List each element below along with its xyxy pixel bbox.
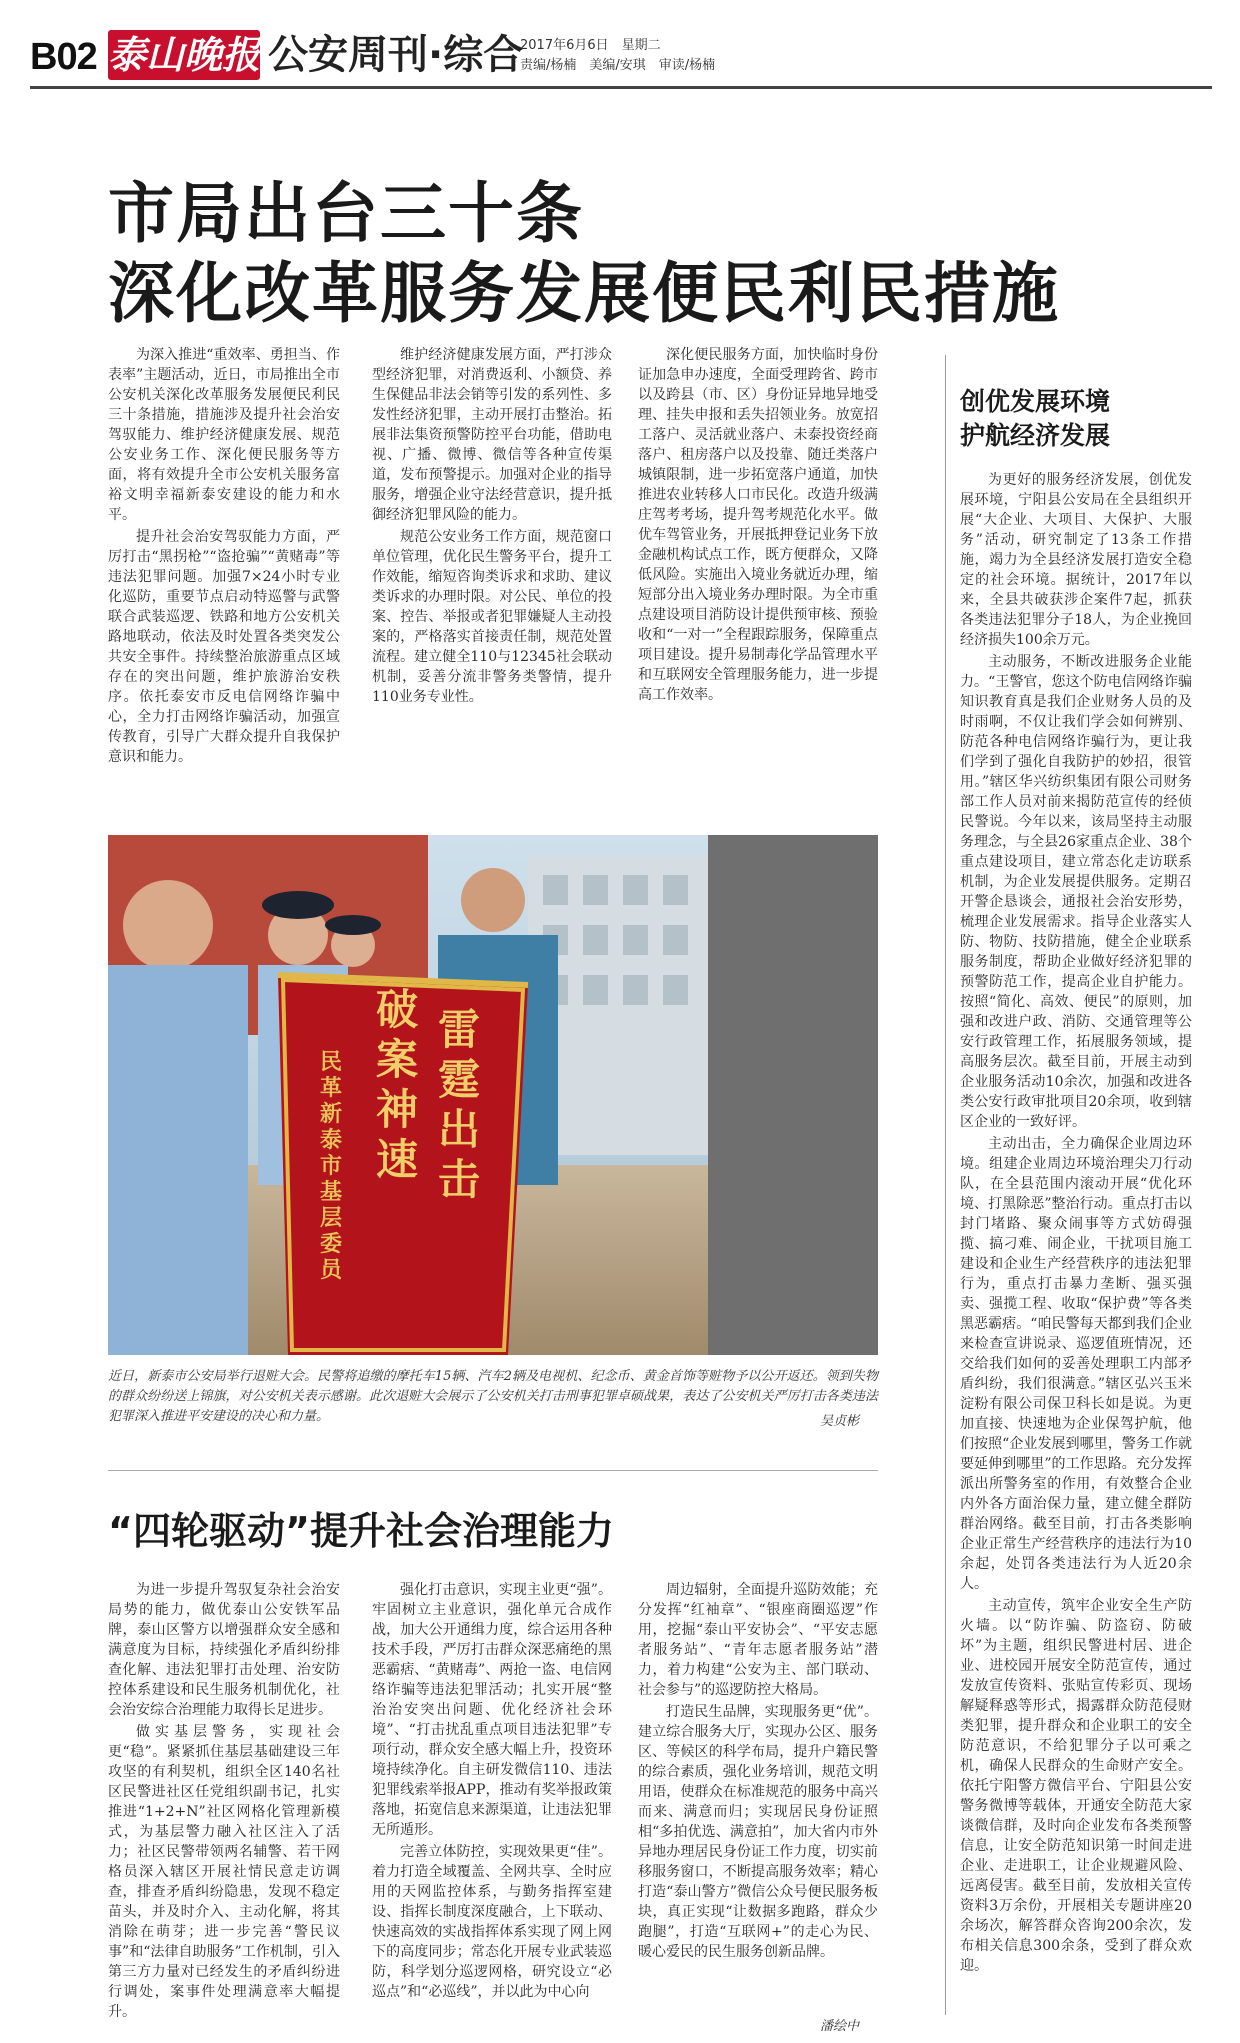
paragraph: 主动出击，全力确保企业周边环境。组建企业周边环境治理尖刀行动队，在全县范围内滚动开展“优化环境、打黑除恶”整治行动。重点打击以封门堵路、聚众闹事等方式妨碍强揽、搞刁难、闹企业，干扰项目施工建设和企业生产经营秩序的违法犯罪行为，重点打击暴力垄断、强买强卖、强揽工程、收取“保护费”等各类黑恶霸痞。“咱民警每天都到我们企业来检查宣讲说录、巡逻值班情况，还交给我们如何的妥善处理职工内部矛盾纠纷，我们很满意。”辖区弘兴玉米淀粉有限公司保卫科长如是说。为更加直接、快速地为企业保驾护航，他们按照“企业发展到哪里，警务工作就要延伸到哪里”的工作思路。充分发挥派出所警务室的作用，有效整合企业内外各方面治保力量，建立健全群防群治网络。截至目前，打击各类影响企业正常生产经营秩序的违法行为10余起，处罚各类违法行为人近20余人。 — [960, 1136, 1192, 1592]
paragraph: 强化打击意识，实现主业更“强”。牢固树立主业意识，强化单元合成作战，加大公开通缉力度，综合运用各种技术手段，严厉打击群众深恶痛绝的黑恶霸痞、“黄赌毒”、两抢一盗、电信网络诈骗等违法犯罪活动；扎实开展“整治治安突出问题、优化经济社会环境”、“打击扰乱重点项目违法犯罪”专项行动，群众安全感大幅上升，投资环境持续净化。自主研发微信110、违法犯罪线索举报APP，推动有奖举报政策落地，拓宽信息来源渠道，让违法犯罪无所遁形。 — [372, 1582, 612, 1838]
header-divider — [30, 86, 1212, 89]
main-article-column-1 — [108, 345, 340, 815]
newspaper-logo: 泰山晚报 — [108, 30, 260, 80]
paragraph: 完善立体防控，实现效果更“佳”。着力打造全域覆盖、全网共享、全时应用的天网监控体系，与勤务指挥室建设、指挥长制度深度融合，上下联动、快速高效的实战指挥体系实现了网上网下的高度同步；常态化开展专业武装巡防，科学划分巡逻网格，研究设立“必巡点”和“必巡线”，并以此为中心向 — [372, 1844, 612, 2000]
sidebar-article-body — [960, 470, 1192, 2025]
banner-slogan-1: 雷霆出击 — [438, 1005, 481, 1204]
section-divider — [108, 1470, 878, 1471]
article-author: 潘绘中 — [820, 2019, 860, 2034]
paragraph: 周边辐射，全面提升巡防效能；充分发挥“红袖章”、“银座商圈巡逻”作用，挖掘“泰山平安协会”、“平安志愿者服务站”、“青年志愿者服务站”潜力，着力构建“公安为主、部门联动、社会参与”的巡逻防控大格局。 — [638, 1582, 878, 1698]
editor-credits: 责编/杨楠 美编/安琪 审读/杨楠 — [520, 58, 716, 73]
main-headline-line2: 深化改革服务发展便民利民措施 — [108, 255, 1060, 332]
person-head — [461, 868, 525, 932]
news-photo — [108, 835, 878, 1355]
sidebar-title-line1: 创优发展环境 — [960, 387, 1111, 416]
paragraph: 打造民生品牌，实现服务更“优”。建立综合服务大厅，实现办公区、服务区、等候区的科学布局，提升户籍民警的综合素质，强化业务培训，规范文明用语，使群众在标准规范的服务中高兴而来、满意而归；实现居民身份证照相“多拍优选、满意拍”，加大省内市外异地办理居民身份证工作力度，切实前移服务窗口，不断提高服务效率；精心打造“泰山警方”微信公众号便民服务板块，真正实现“让数据多跑路，群众少跑腿”，打造“互联网+”的走心为民、暖心爱民的民生服务创新品牌。 — [638, 1704, 878, 1960]
section-title: 公安周刊·综合 — [268, 32, 524, 78]
police-cap — [325, 915, 381, 935]
police-cap — [262, 891, 334, 919]
sidebar-divider — [945, 355, 946, 2015]
paragraph: 为更好的服务经济发展，创优发展环境，宁阳县公安局在全县组织开展“大企业、大项目、大保护、大服务”活动，研究制定了13条工作措施，竭力为全县经济发展打造安全稳定的社会环境。据统计，2017年以来，全县共破获涉企案件7起，抓获各类违法犯罪分子18人，为企业挽回经济损失100余万元。 — [960, 472, 1192, 648]
paragraph: 做实基层警务，实现社会更“稳”。紧紧抓住基层基础建设三年攻坚的有利契机，组织全区140名社区民警进社区任党组织副书记，扎实推进“1+2+N”社区网格化管理新模式，为基层警力融入社区注入了活力；社区民警带领两名辅警、若干网格员深入辖区开展社情民意走访调查，排查矛盾纠纷隐患，发现不稳定苗头，并及时介入、主动化解，将其消除在萌芽；进一步完善“警民议事”和“法律自助服务”工作机制，引入第三方力量对已经发生的矛盾纠纷进行调处，案事件处理满意率大幅提升。 — [108, 1724, 340, 2020]
paragraph: 维护经济健康发展方面，严打涉众型经济犯罪，对消费返利、小额贷、养生保健品非法会销等引发的系列性、多发性经济犯罪，主动开展打击整治。拓展非法集资预警防控平台功能，借助电视、广播、微博、微信等各种宣传渠道，发布预警提示。加强对企业的指导服务，增强企业守法经营意识，提升抵御经济犯罪风险的能力。 — [372, 347, 612, 523]
second-article-column-1 — [108, 1580, 340, 2020]
dateline — [520, 36, 715, 76]
paragraph: 主动服务，不断改进服务企业能力。“王警官，您这个防电信网络诈骗知识教育真是我们企业财务人员的及时雨啊，不仅让我们学会如何辨别、防范各种电信网络诈骗行为，更让我们学到了强化自我防护的妙招，很管用。”辖区华兴纺织集团有限公司财务部工作人员对前来揭防范宣传的经侦民警说。今年以来，该局坚持主动服务理念，与全县26家重点企业、38个重点建设项目，建立常态化走访联系机制，为企业发展提供服务。定期召开警企恳谈会，通报社会治安形势，梳理企业发展需求。指导企业落实人防、物防、技防措施，健全企业联系服务制度，帮助企业做好经济犯罪的预警防范工作，提高企业自护能力。按照“简化、高效、便民”的原则，加强和改进户政、消防、交通管理等公安行政管理工作，拓展服务领域，提高服务层次。截至目前，开展主动到企业服务活动10余次，加强和改进各类公安行政审批项目20余项，收到辖区企业的一致好评。 — [960, 654, 1192, 1130]
paragraph: 深化便民服务方面，加快临时身份证加急申办速度，全面受理跨省、跨市以及跨县（市、区）身份证异地异地受理、挂失申报和丢失招领业务。放宽招工落户、灵活就业落户、未泰投资经商落户、租房落户以及投靠、随迁类落户城镇限制，进一步拓宽落户通道，加快推进农业转移人口市民化。改造升级满庄驾考考场，提升驾考规范化水平。做优车驾管业务，开展抵押登记业务下放金融机构试点工作，既方便群众，又降低风险。实施出入境业务就近办理，缩短部分出入境业务办理时限。为全市重点建设项目消防设计提供预审核、预验收和“一对一”全程跟踪服务，保障重点项目建设。提升易制毒化学品管理水平和互联网安全管理服务能力，进一步提高工作效率。 — [638, 347, 878, 703]
officer-uniform — [108, 965, 248, 1355]
second-article-column-2 — [372, 1580, 612, 2020]
main-article-column-3 — [638, 345, 878, 815]
second-headline: “四轮驱动”提升社会治理能力 — [108, 1509, 614, 1553]
paragraph: 为进一步提升驾驭复杂社会治安局势的能力，做优泰山公安铁军品牌，泰山区警方以增强群众安全感和满意度为目标，持续强化矛盾纠纷排查化解、违法犯罪打击处理、治安防控体系建设和民生服务机制优化，社会治安综合治理能力取得长足进步。 — [108, 1582, 340, 1718]
paragraph: 主动宣传，筑牢企业安全生产防火墙。以“防诈骗、防盗窃、防破坏”为主题，组织民警进村居、进企业、进校园开展安全防范宣传，通过发放宣传资料、张贴宣传彩页、现场解疑释惑等形式，揭露群众防范侵财类犯罪，提升群众和企业职工的安全防范意识，不给犯罪分子以可乘之机，确保人民群众的生命财产安全。依托宁阳警方微信平台、宁阳县公安警务微博等载体，开通安全防范大家谈微信群，及时向企业发布各类预警信息，让安全防范知识第一时间走进企业、走进职工，让企业规避风险、远离侵害。截至目前，发放相关宣传资料3万余份，开展相关专题讲座20余场次，解答群众咨询200余次，发布相关信息300余条，受到了群众欢迎。 — [960, 1598, 1192, 1974]
banner-slogan-2: 破案神速 — [376, 985, 419, 1184]
issue-date: 2017年6月6日 星期二 — [520, 38, 661, 53]
person-head — [123, 880, 213, 970]
paragraph: 提升社会治安驾驭能力方面，严厉打击“黑拐枪”“盗抢骗”“黄赌毒”等违法犯罪问题。加强7×24小时专业化巡防，重要节点启动特巡警与武警联合武装巡逻、铁路和地方公安机关路地联动，依法及时处置各类突发公共安全事件。持续整治旅游重点区域存在的突出问题，维护旅游治安秩序。依托泰安市反电信网络诈骗中心，全力打击网络诈骗活动，加强宣传教育，引导广大群众提升自我保护意识和能力。 — [108, 529, 340, 765]
sidebar-title-line2: 护航经济发展 — [960, 421, 1111, 450]
page-number: B02 — [30, 36, 97, 78]
paragraph: 为深入推进“重效率、勇担当、作表率”主题活动，近日，市局推出全市公安机关深化改革服务发展便民利民三十条措施，措施涉及提升社会治安驾驭能力、维护经济健康发展、规范公安业务工作、深化便民服务等方面，将有效提升全市公安机关服务富裕文明幸福新泰安建设的能力和水平。 — [108, 347, 340, 523]
paragraph: 规范公安业务工作方面，规范窗口单位管理，优化民生警务平台，提升工作效能，缩短咨询类诉求和求助、建议类诉求的办理时限。对公民、单位的投案、控告、举报或者犯罪嫌疑人主动投案的，严格落实首接责任制，规范处置流程。建立健全110与12345社会联动机制，妥善分流非警务类警情，提升110业务专业性。 — [372, 529, 612, 705]
main-headline-line1: 市局出台三十条 — [108, 175, 584, 252]
second-article-column-3 — [638, 1580, 878, 2010]
foreground-person — [708, 835, 878, 1355]
photo-credit: 吴贞彬 — [820, 1414, 860, 1429]
photo-illustration — [108, 835, 878, 1355]
banner-donor-text: 民革新泰市基层委员 — [320, 1050, 343, 1283]
photo-caption: 近日，新泰市公安局举行退赃大会。民警将追缴的摩托车15辆、汽车2辆及电视机、纪念币、黄金首饰等赃物予以公开返还。领到失物的群众纷纷送上锦旗，对公安机关表示感谢。此次退赃大会展示了公安机关打击刑事犯罪卓硕战果，表达了公安机关严厉打击各类违法犯罪深入推进平安建设的决心和力量。 — [108, 1369, 878, 1424]
main-article-column-2 — [372, 345, 612, 815]
